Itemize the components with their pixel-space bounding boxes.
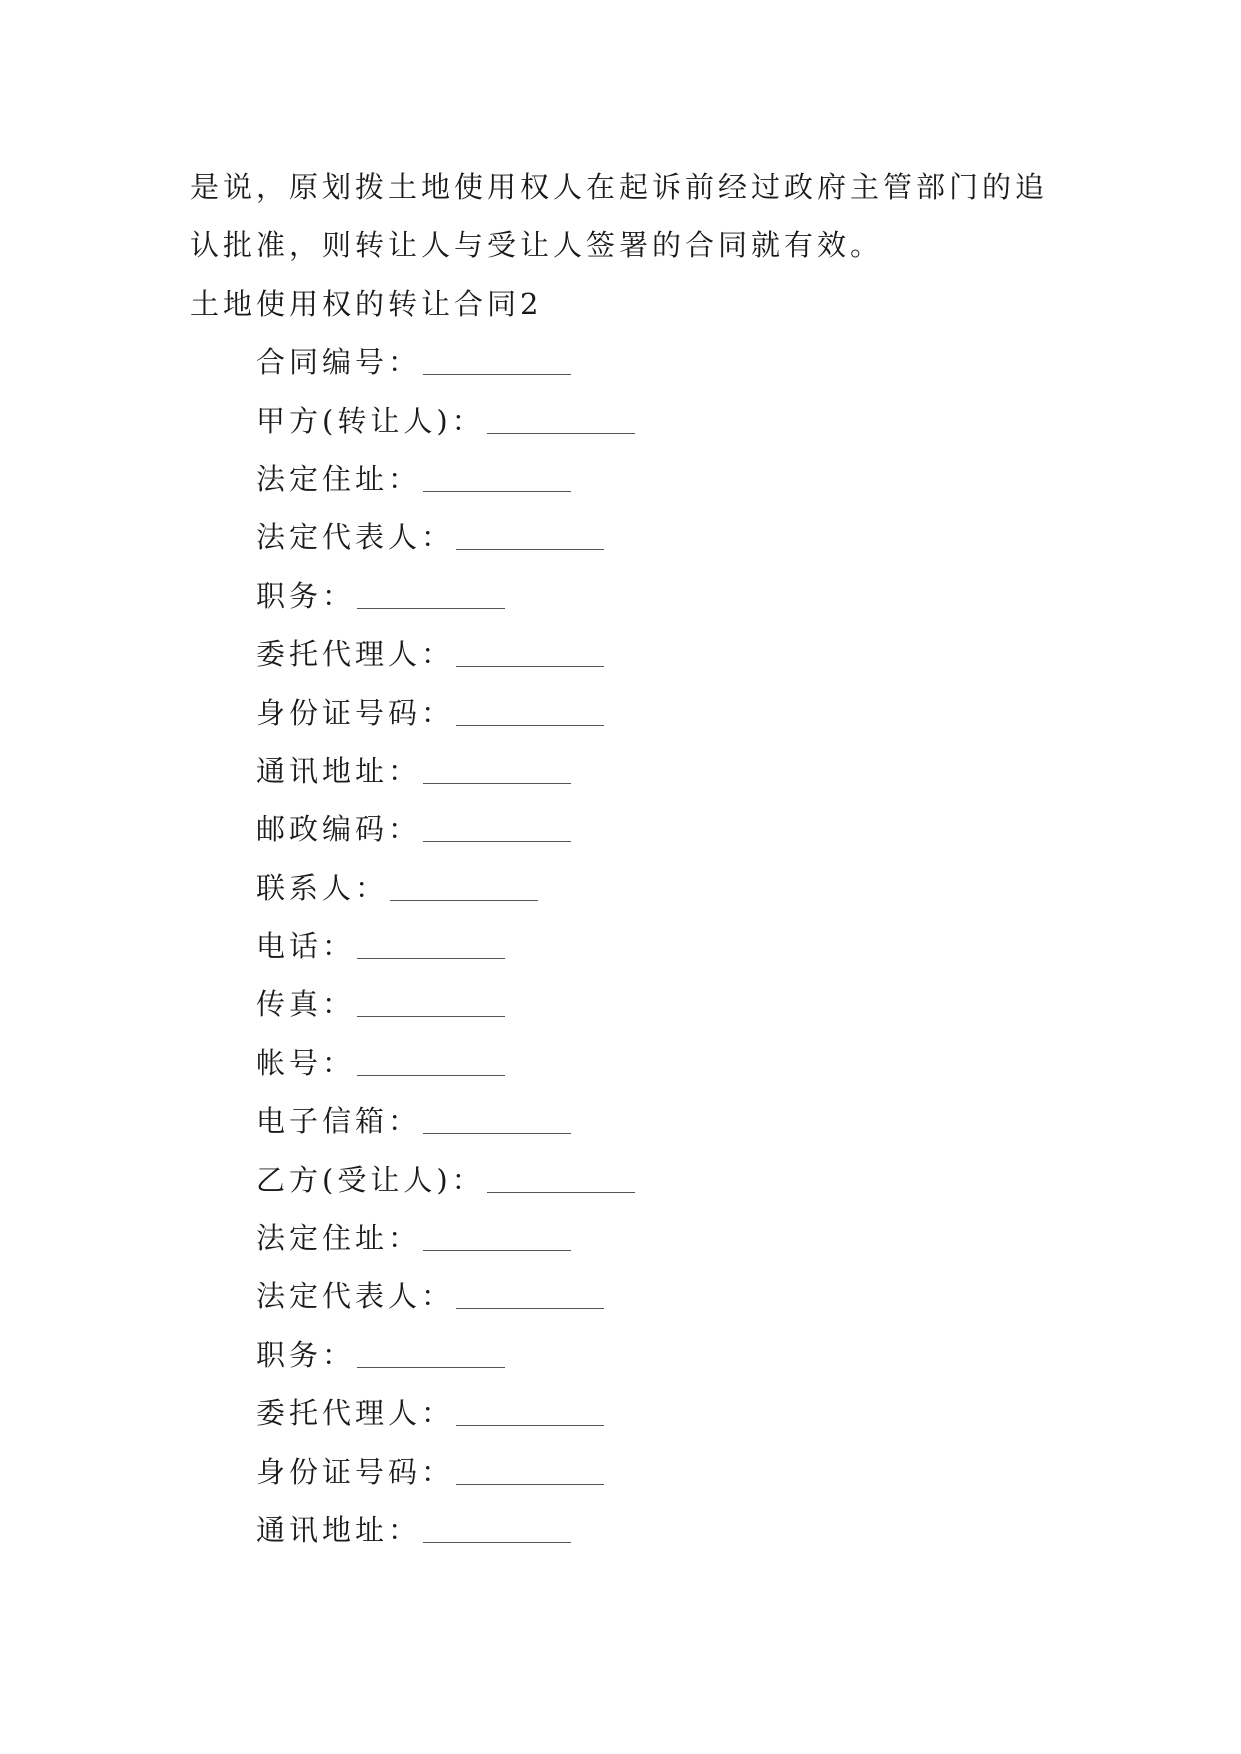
field-label: 电话：: [256, 929, 356, 964]
fill-in-blank: [357, 607, 505, 609]
field-label: 合同编号：: [256, 345, 422, 380]
field-party-b-legal-rep: [256, 1267, 635, 1325]
field-party-b-position: [256, 1326, 635, 1384]
fill-in-blank: [423, 840, 571, 842]
fill-in-blank: [456, 724, 604, 726]
field-label: 职务：: [256, 1337, 356, 1372]
field-label: 通讯地址：: [256, 1513, 422, 1547]
field-party-b-agent: [256, 1384, 635, 1442]
field-label: 职务：: [256, 578, 356, 613]
field-label: 电子信箱：: [256, 1104, 422, 1139]
field-label: 邮政编码：: [256, 812, 422, 847]
fill-in-blank: [357, 957, 505, 959]
fill-in-blank: [456, 548, 604, 550]
fill-in-blank: [423, 1541, 571, 1543]
field-party-b: [256, 1150, 635, 1208]
field-label: 乙方(受让人)：: [256, 1162, 485, 1197]
fill-in-blank: [357, 1015, 505, 1017]
field-party-a-id-number: [256, 683, 635, 741]
field-label: 甲方(转让人)：: [256, 403, 485, 438]
fill-in-blank: [423, 490, 571, 492]
field-party-a-position: [256, 567, 635, 625]
section-title: 土地使用权的转让合同2: [190, 287, 543, 321]
field-label: 委托代理人：: [256, 1396, 455, 1431]
fill-in-blank: [423, 1249, 571, 1251]
field-party-a-phone: [256, 917, 635, 975]
intro-paragraph: 是说，原划拨土地使用权人在起诉前经过政府主管部门的追认批准，则转让人与受让人签署的合同就有效。: [190, 170, 1049, 262]
contract-field-list: [256, 333, 635, 1559]
fill-in-blank: [357, 1074, 505, 1076]
field-label: 法定住址：: [256, 1221, 422, 1256]
field-label: 传真：: [256, 987, 356, 1022]
field-party-a-legal-rep: [256, 508, 635, 566]
field-label: 委托代理人：: [256, 637, 455, 672]
fill-in-blank: [423, 782, 571, 784]
field-label: 身份证号码：: [256, 1454, 455, 1489]
field-party-a-email: [256, 1092, 635, 1150]
fill-in-blank: [456, 1307, 604, 1309]
fill-in-blank: [456, 1483, 604, 1485]
field-party-a-mailing-address: [256, 742, 635, 800]
fill-in-blank: [456, 665, 604, 667]
field-party-b-id-number: [256, 1442, 635, 1500]
field-label: 通讯地址：: [256, 753, 422, 788]
field-party-a-contact: [256, 859, 635, 917]
field-label: 身份证号码：: [256, 695, 455, 730]
fill-in-blank: [423, 373, 571, 375]
field-label: 法定住址：: [256, 461, 422, 496]
field-party-b-address: [256, 1209, 635, 1267]
field-party-a-address: [256, 450, 635, 508]
field-contract-number: [256, 333, 635, 391]
fill-in-blank: [390, 899, 538, 901]
field-label: 联系人：: [256, 870, 389, 905]
fill-in-blank: [423, 1132, 571, 1134]
field-party-a-agent: [256, 625, 635, 683]
field-label: 法定代表人：: [256, 520, 455, 555]
field-party-a-fax: [256, 975, 635, 1033]
fill-in-blank: [487, 432, 635, 434]
fill-in-blank: [456, 1424, 604, 1426]
fill-in-blank: [487, 1191, 635, 1193]
field-party-a-account: [256, 1034, 635, 1092]
field-party-a: [256, 391, 635, 449]
field-party-b-mailing-address: [256, 1501, 635, 1559]
fill-in-blank: [357, 1366, 505, 1368]
field-party-a-postcode: [256, 800, 635, 858]
field-label: 法定代表人：: [256, 1279, 455, 1314]
field-label: 帐号：: [256, 1045, 356, 1080]
